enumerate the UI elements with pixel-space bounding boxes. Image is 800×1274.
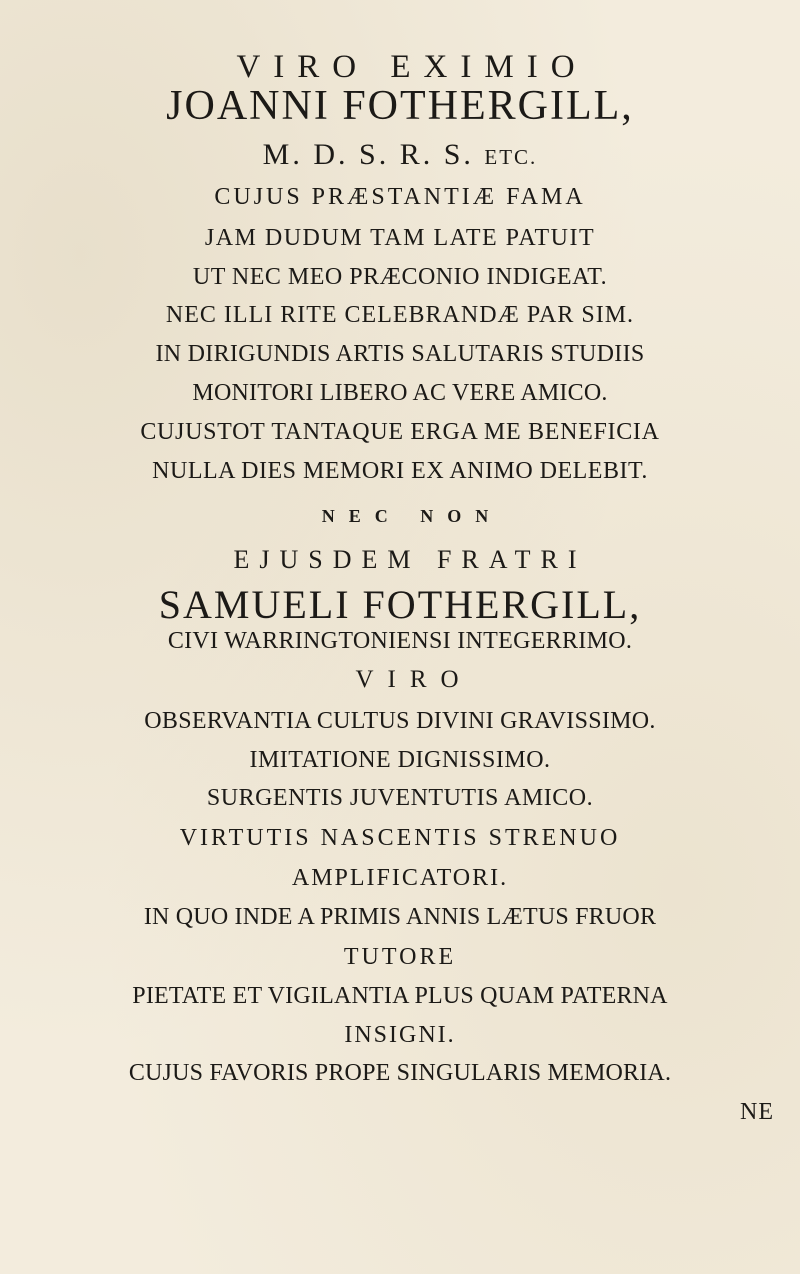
text-line: AMPLIFICATORI. [291, 865, 509, 891]
text-line: IMITATIONE DIGNISSIMO. [249, 747, 551, 773]
text-line: CUJUS PRÆSTANTIÆ FAMA [214, 184, 586, 210]
text-line: INSIGNI. [344, 1022, 456, 1048]
text-line: VIRO [355, 666, 473, 693]
text-line: NEC ILLI RITE CELEBRANDÆ PAR SIM. [165, 302, 635, 328]
dedication-heading: VIRO EXIMIO [236, 49, 588, 85]
text-line: UT NEC MEO PRÆCONIO INDIGEAT. [192, 264, 608, 290]
text-line: NULLA DIES MEMORI EX ANIMO DELEBIT. [152, 458, 648, 484]
catchword: NE [740, 1099, 774, 1125]
second-dedicatee-name: SAMUELI FOTHERGILL, [158, 582, 642, 627]
text-line: JAM DUDUM TAM LATE PATUIT [204, 225, 596, 251]
dedicatee-titles [0, 140, 800, 170]
text-line: CUJUSTOT TANTAQUE ERGA ME BENEFICIA [140, 419, 660, 445]
text-line: CIVI WARRINGTONIENSI INTEGERRIMO. [167, 628, 633, 654]
text-line: PIETATE ET VIGILANTIA PLUS QUAM PATERNA [132, 983, 668, 1009]
text-line: CUJUS FAVORIS PROPE SINGULARIS MEMORIA. [128, 1060, 672, 1086]
text-line: IN DIRIGUNDIS ARTIS SALUTARIS STUDIIS [155, 341, 645, 367]
text-line: SURGENTIS JUVENTUTIS AMICO. [206, 785, 594, 811]
text-line: VIRTUTIS NASCENTIS STRENUO [179, 825, 621, 851]
brother-heading: EJUSDEM FRATRI [233, 545, 587, 574]
conjunction-line: NEC NON [321, 506, 503, 526]
dedicatee-name: JOANNI FOTHERGILL, [166, 83, 634, 129]
text-line: OBSERVANTIA CULTUS DIVINI GRAVISSIMO. [144, 708, 656, 734]
titles-etc: ETC. [484, 145, 538, 169]
text-line: TUTORE [343, 944, 457, 970]
text-line: MONITORI LIBERO AC VERE AMICO. [192, 380, 608, 406]
text-line: IN QUO INDE A PRIMIS ANNIS LÆTUS FRUOR [143, 904, 657, 930]
titles-text: M. D. S. R. S. [262, 138, 474, 171]
